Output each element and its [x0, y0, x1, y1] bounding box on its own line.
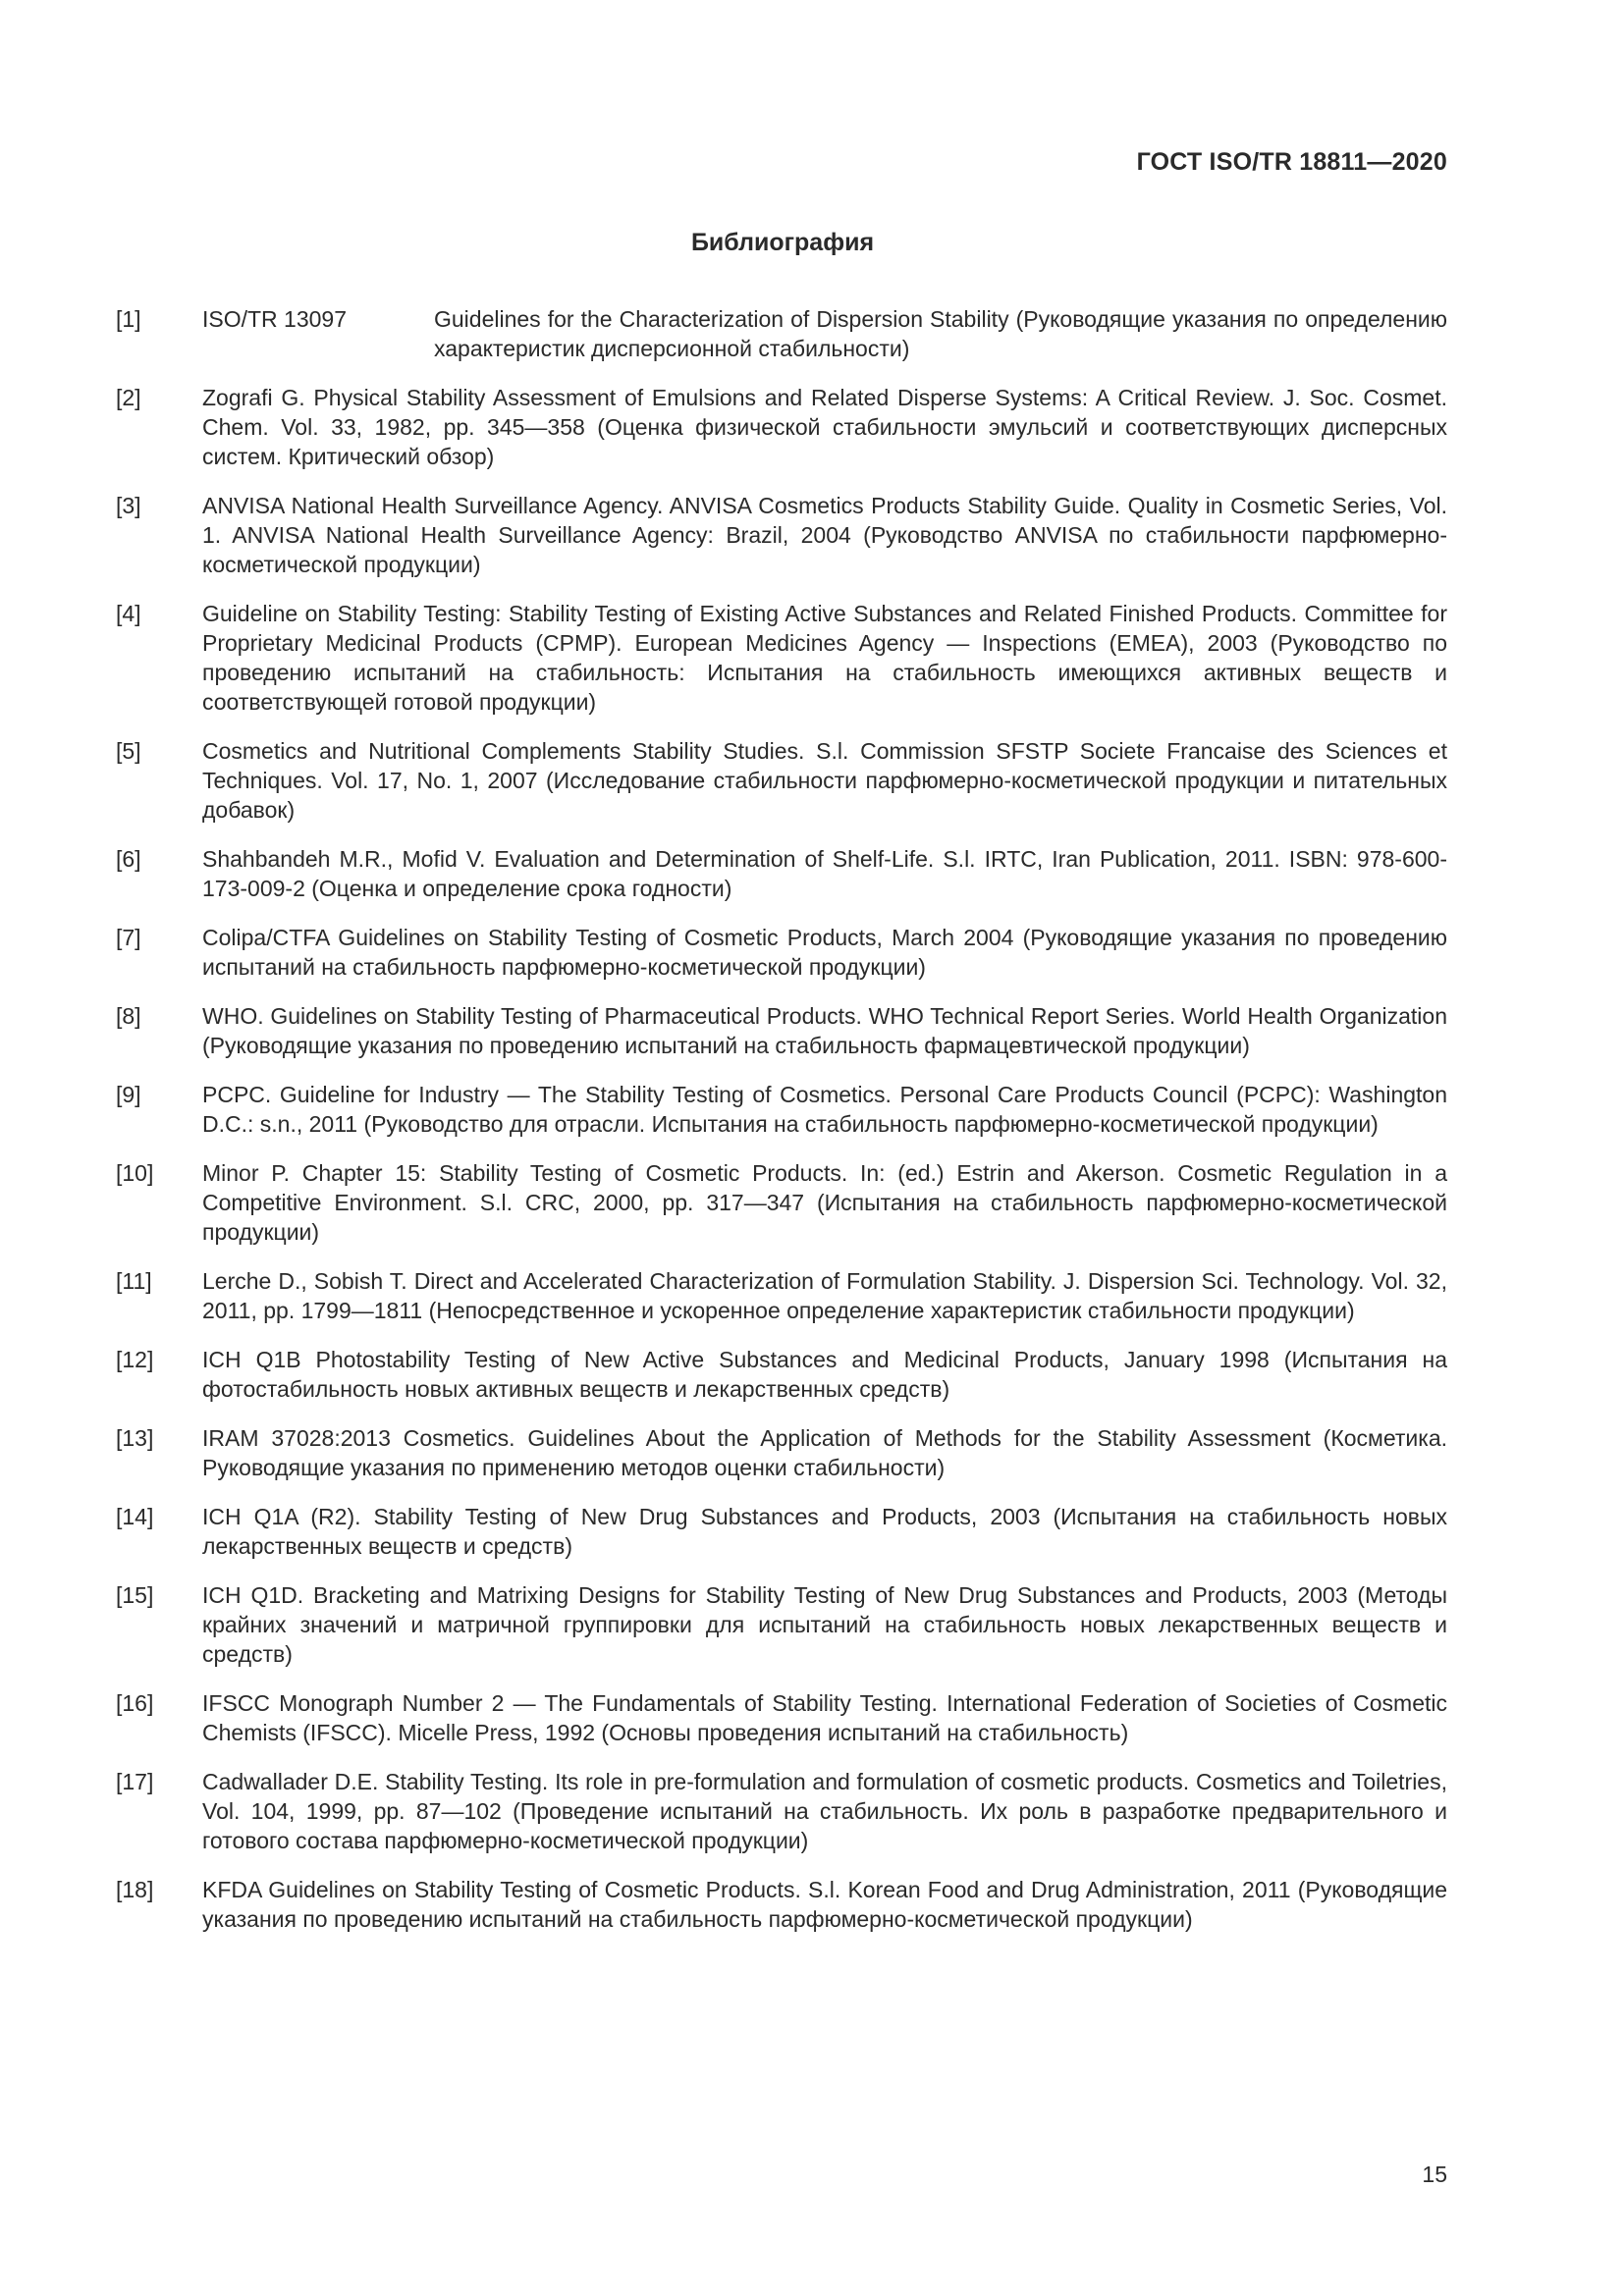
entry-text: PCPC. Guideline for Industry — The Stability Testing of Cosmetics. Personal Care Products Council (PCPC): Washington D.C.: s.n., 2011 (Руководство для отрасли. Испытания на стабильность парфюмерно-косметической продукции) [202, 1082, 1447, 1137]
page-number: 15 [1422, 2162, 1447, 2187]
entry-text: Colipa/CTFA Guidelines on Stability Testing of Cosmetic Products, March 2004 (Руководящие указания по проведению испытаний на стабильность парфюмерно-косметической продукции) [202, 925, 1447, 980]
entry-number: [18] [116, 1877, 154, 1902]
bibliography-entry [116, 736, 1447, 825]
entry-text: Guidelines for the Characterization of Dispersion Stability (Руководящие указания по определению характеристик дисперсионной стабильности) [434, 306, 1447, 361]
entry-number: [8] [116, 1003, 141, 1029]
bibliography-entry [116, 1875, 1447, 1934]
entry-text: Lerche D., Sobish T. Direct and Accelerated Characterization of Formulation Stability. J. Dispersion Sci. Technology. Vol. 32, 2011, pp. 1799—1811 (Непосредственное и ускоренное определение характеристик стабильности продукции) [202, 1268, 1447, 1323]
entry-text: ANVISA National Health Surveillance Agency. ANVISA Cosmetics Products Stability Guide. Quality in Cosmetic Series, Vol. 1. ANVISA National Health Surveillance Agency: Brazil, 2004 (Руководство ANVISA по стабильности парфюмерно-косметической продукции) [202, 493, 1447, 577]
entry-text: IFSCC Monograph Number 2 — The Fundamentals of Stability Testing. International Federation of Societies of Cosmetic Chemists (IFSCC). Micelle Press, 1992 (Основы проведения испытаний на стабильность) [202, 1690, 1447, 1745]
section-title: Библиография [690, 229, 875, 256]
bibliography-entry [116, 304, 1447, 363]
entry-number: [14] [116, 1504, 154, 1529]
bibliography-entry [116, 383, 1447, 471]
document-code: ГОСТ ISO/TR 18811—2020 [1136, 148, 1447, 176]
entry-number: [10] [116, 1160, 154, 1186]
entry-number: [3] [116, 493, 141, 518]
entry-number: [13] [116, 1425, 154, 1451]
entry-text: ICH Q1B Photostability Testing of New Active Substances and Medicinal Products, January 1998 (Испытания на фотостабильность новых активных веществ и лекарственных средств) [202, 1347, 1447, 1402]
entry-number: [15] [116, 1582, 154, 1608]
bibliography-entry [116, 1001, 1447, 1060]
bibliography-list [116, 304, 1447, 1953]
bibliography-entry [116, 923, 1447, 982]
entry-number: [12] [116, 1347, 154, 1372]
entry-number: [11] [116, 1268, 152, 1294]
bibliography-entry [116, 491, 1447, 579]
entry-number: [5] [116, 738, 141, 764]
entry-text: Shahbandeh M.R., Mofid V. Evaluation and Determination of Shelf-Life. S.l. IRTC, Iran Publication, 2011. ISBN: 978-600-173-009-2 (Оценка и определение срока годности) [202, 846, 1447, 901]
bibliography-entry [116, 844, 1447, 903]
entry-number: [2] [116, 385, 141, 410]
bibliography-entry [116, 1502, 1447, 1561]
entry-number: [7] [116, 925, 141, 950]
entry-text: ICH Q1A (R2). Stability Testing of New Drug Substances and Products, 2003 (Испытания на стабильность новых лекарственных веществ и средств) [202, 1504, 1447, 1559]
bibliography-entry [116, 1158, 1447, 1247]
bibliography-entry [116, 1688, 1447, 1747]
entry-text: IRAM 37028:2013 Cosmetics. Guidelines About the Application of Methods for the Stability Assessment (Косметика. Руководящие указания по применению методов оценки стабильности) [202, 1425, 1447, 1480]
entry-text: ICH Q1D. Bracketing and Matrixing Designs for Stability Testing of New Drug Substances and Products, 2003 (Методы крайних значений и матричной группировки для испытаний на стабильность новых лекарственных веществ и средств) [202, 1582, 1447, 1667]
entry-number: [6] [116, 846, 141, 872]
entry-number: [17] [116, 1769, 154, 1794]
bibliography-entry [116, 1266, 1447, 1325]
bibliography-entry [116, 599, 1447, 717]
entry-text: Zografi G. Physical Stability Assessment of Emulsions and Related Disperse Systems: A Critical Review. J. Soc. Cosmet. Chem. Vol. 33, 1982, pp. 345—358 (Оценка физической стабильности эмульсий и соответствующих дисперсных систем. Критический обзор) [202, 385, 1447, 469]
entry-text: Guideline on Stability Testing: Stability Testing of Existing Active Substances and Related Finished Products. Committee for Proprietary Medicinal Products (CPMP). European Medicines Agency — Inspections (EMEA), 2003 (Руководство по проведению испытаний на стабильность: Испытания на стабильность имеющихся активных веществ и соответствующей готовой продукции) [202, 601, 1447, 715]
entry-text: Minor P. Chapter 15: Stability Testing of Cosmetic Products. In: (ed.) Estrin and Akerson. Cosmetic Regulation in a Competitive Environment. S.l. CRC, 2000, pp. 317—347 (Испытания на стабильность парфюмерно-косметической продукции) [202, 1160, 1447, 1245]
entry-designation: ISO/TR 13097 [202, 306, 348, 332]
bibliography-entry [116, 1423, 1447, 1482]
entry-number: [1] [116, 306, 141, 332]
entry-number: [16] [116, 1690, 154, 1716]
entry-number: [4] [116, 601, 141, 626]
entry-text: WHO. Guidelines on Stability Testing of Pharmaceutical Products. WHO Technical Report Series. World Health Organization (Руководящие указания по проведению испытаний на стабильность фармацевтической продукции) [202, 1003, 1447, 1058]
entry-text: KFDA Guidelines on Stability Testing of Cosmetic Products. S.l. Korean Food and Drug Administration, 2011 (Руководящие указания по проведению испытаний на стабильность парфюмерно-косметической продукции) [202, 1877, 1447, 1932]
bibliography-entry [116, 1080, 1447, 1139]
bibliography-entry [116, 1767, 1447, 1855]
bibliography-entry [116, 1580, 1447, 1669]
entry-number: [9] [116, 1082, 141, 1107]
entry-text: Cosmetics and Nutritional Complements Stability Studies. S.l. Commission SFSTP Societe Francaise des Sciences et Techniques. Vol. 17, No. 1, 2007 (Исследование стабильности парфюмерно-косметической продукции и питательных добавок) [202, 738, 1447, 823]
bibliography-entry [116, 1345, 1447, 1404]
entry-text: Cadwallader D.E. Stability Testing. Its role in pre-formulation and formulation of cosmetic products. Cosmetics and Toiletries, Vol. 104, 1999, pp. 87—102 (Проведение испытаний на стабильность. Их роль в разработке предварительного и готового состава парфюмерно-косметической продукции) [202, 1769, 1447, 1853]
